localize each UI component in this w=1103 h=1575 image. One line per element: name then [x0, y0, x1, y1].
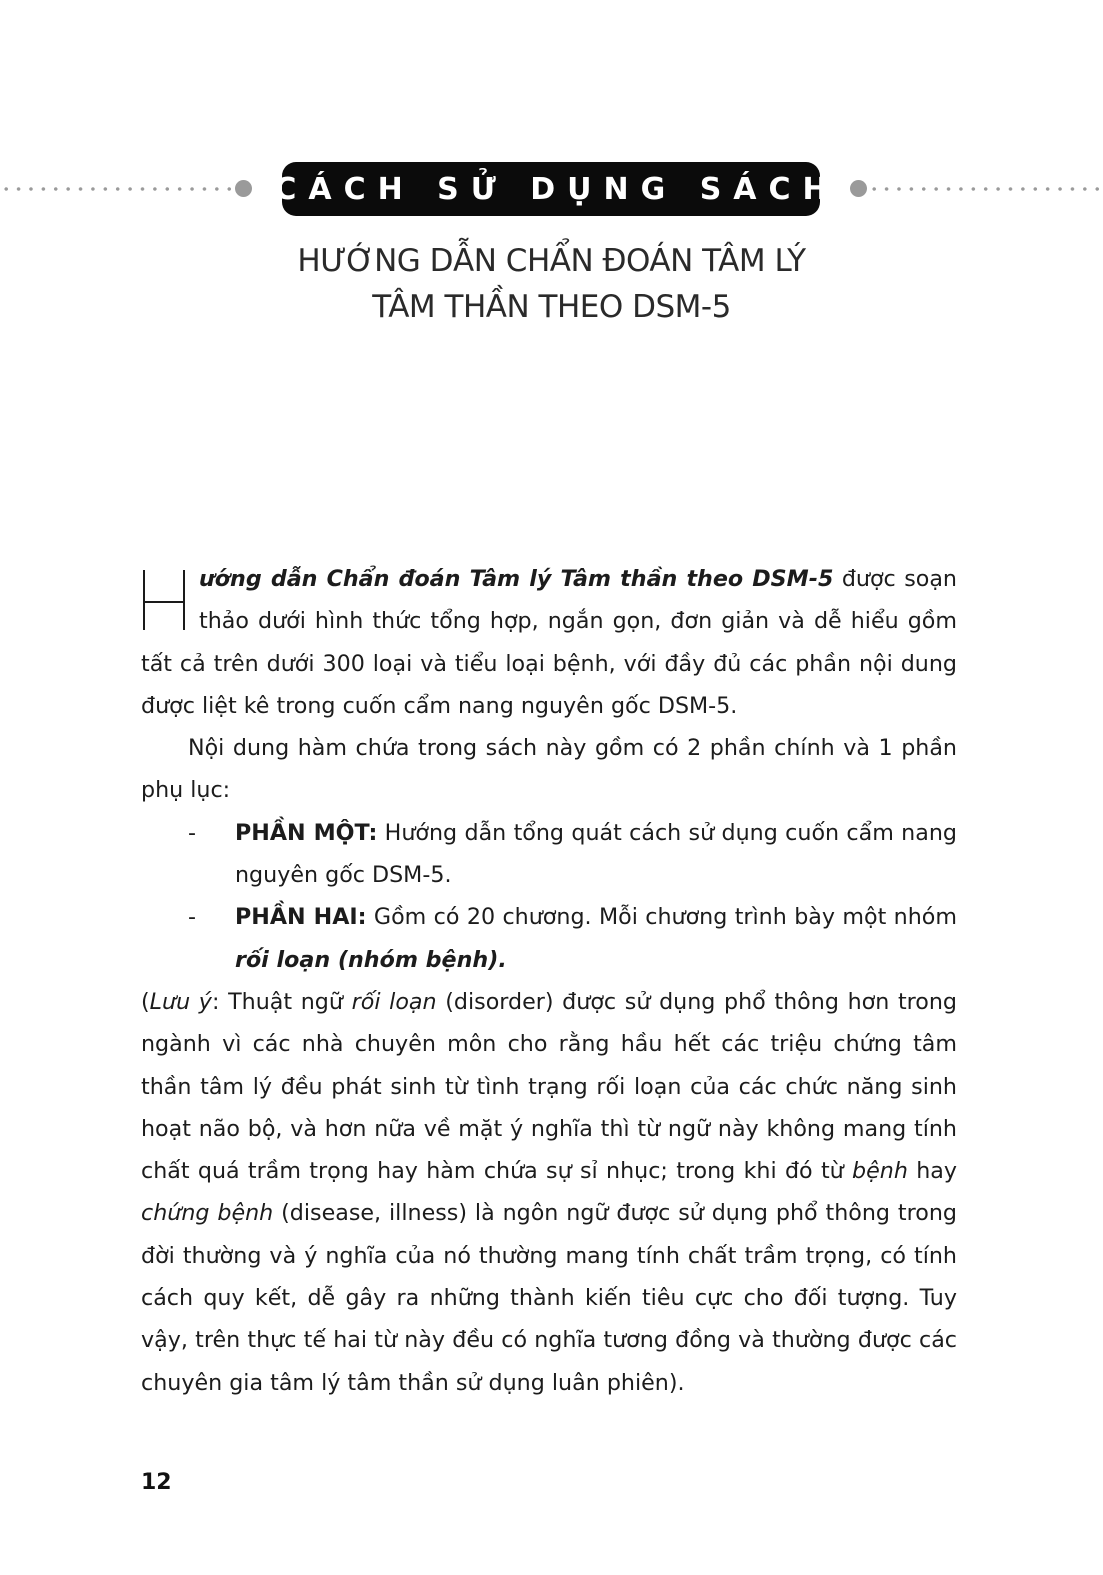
chapter-header [0, 162, 1103, 216]
part-label: PHẦN MỘT: [235, 819, 378, 846]
bullet-dash: - [188, 904, 197, 931]
subtitle-line-2: TÂM THẦN THEO DSM-5 [372, 289, 731, 325]
dropcap-stroke-middle [143, 601, 185, 603]
list-item-part-two [141, 896, 957, 981]
note-text-3: hay [907, 1158, 957, 1185]
intro-text: được soạn thảo dưới hình thức tổng hợp, ngắn gọn, đơn giản và dễ hiểu gồm tất cả trên dưới 300 loại và tiểu loại bệnh, với đầy đủ các phần nội dung được liệt kê trong cuốn cẩm nang nguyên gốc DSM-5. [141, 566, 957, 719]
note-text-2: (disorder) được sử dụng phổ thông hơn trong ngành vì các nhà chuyên môn cho rằng hầu hết các triệu chứng tâm thần tâm lý đều phát sinh từ tình trạng rối loạn của các chức năng sinh hoạt não bộ, và hơn nữa về mặt ý nghĩa thì từ ngữ này không mang tính chất quá trầm trọng hay hàm chứa sự sỉ nhục; trong khi đó từ [141, 988, 958, 1185]
note-label: Lưu ý [149, 988, 212, 1015]
part-description: Hướng dẫn tổng quát cách sử dụng cuốn cẩm nang nguyên gốc DSM-5. [235, 819, 957, 889]
chapter-title-banner [274, 162, 840, 216]
bullet-dash: - [188, 819, 197, 846]
dropcap-letter [141, 570, 185, 632]
note-text-1: : Thuật ngữ [211, 988, 352, 1015]
rule-knob-left [235, 180, 252, 197]
part-label: PHẦN HAI: [235, 904, 367, 931]
list-item-part-one [141, 812, 957, 897]
part-emphasis: rối loạn (nhóm bệnh). [235, 946, 507, 973]
dotted-rule-left [0, 187, 236, 191]
page-number: 12 [141, 1470, 172, 1495]
parts-list [141, 812, 957, 981]
note-term-illness: chứng bệnh [141, 1200, 274, 1227]
chapter-title: CÁCH SỬ DỤNG SÁCH [274, 171, 840, 207]
contents-intro-paragraph: Nội dung hàm chứa trong sách này gồm có 2 phần chính và 1 phần phụ lục: [141, 735, 957, 804]
note-term-disease: bệnh [852, 1158, 908, 1185]
part-description: Gồm có 20 chương. Mỗi chương trình bày một nhóm [366, 904, 957, 931]
dotted-rule-right [866, 187, 1103, 191]
intro-lead-title: ướng dẫn Chẩn đoán Tâm lý Tâm thần theo DSM-5 [199, 566, 834, 592]
note-text-4: (disease, illness) là ngôn ngữ được sử dụng phổ thông trong đời thường và ý nghĩa của nó thường mang tính chất trầm trọng, có tính cách quy kết, dễ gây ra những thành kiến tiêu cực cho đối tượng. Tuy vậy, trên thực tế hai từ này đều có nghĩa tương đồng và thường được các chuyên gia tâm lý tâm thần sử dụng luân phiên). [141, 1200, 957, 1396]
subtitle-line-1: HƯỚNG DẪN CHẨN ĐOÁN TÂM LÝ [297, 243, 806, 279]
book-subtitle [0, 238, 1103, 330]
note-paragraph [141, 981, 957, 1404]
dropcap-glyph [141, 570, 142, 571]
intro-paragraph [141, 558, 957, 727]
rule-knob-right [850, 180, 867, 197]
dropcap-stroke-left [143, 570, 145, 630]
body-text [141, 558, 957, 1404]
note-open-paren: ( [141, 988, 150, 1015]
note-term-disorder: rối loạn [351, 988, 437, 1015]
dropcap-stroke-right [183, 570, 185, 630]
